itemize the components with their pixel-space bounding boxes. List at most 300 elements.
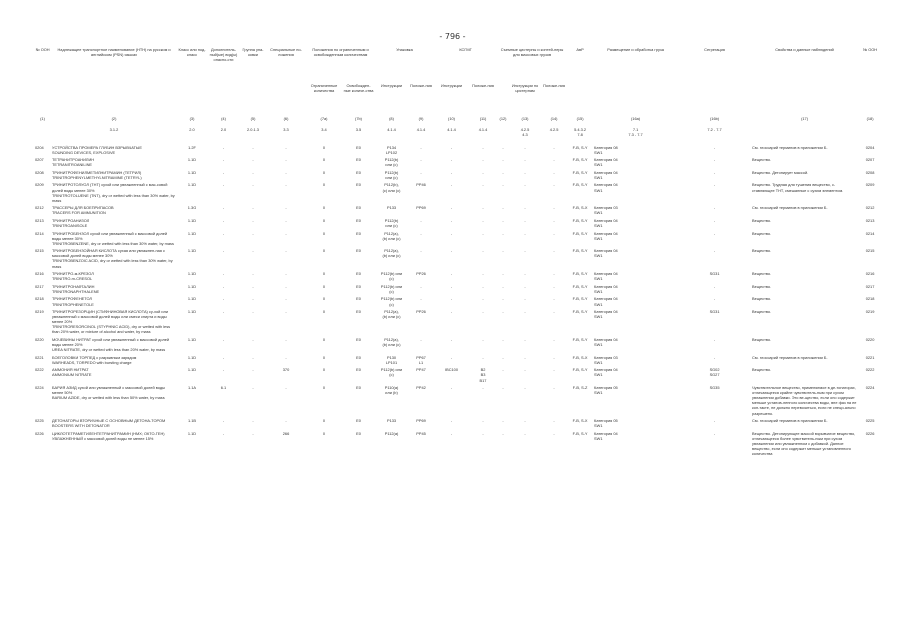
cell-special-provisions: -: [285, 144, 287, 150]
cell-excepted-qty: E0: [356, 354, 361, 360]
cell-segregation: -: [713, 157, 716, 163]
cell-additional-hazard: -: [222, 337, 225, 342]
column-number: (10): [448, 116, 455, 121]
header-special-provisions: Специальные по-ложения: [270, 47, 302, 58]
header-col-12: [497, 82, 509, 112]
cell-ibc-instructions: -: [450, 296, 453, 302]
header-packaging: Упаковка: [396, 47, 413, 52]
cell-excepted-qty: E0: [356, 418, 361, 424]
cell-limited-qty: 0: [322, 169, 326, 175]
cell-name: ТРИНИТРОТОЛУОЛ (ТНТ) сухой или увлажненный с мас-совой долей воды менее 30% TRINITROTOLUENE (TNT), dry or wetted with less than 30% water, by mass: [52, 182, 175, 203]
header-packaging-instructions: Инструкции: [381, 83, 403, 88]
cell-properties: Вещество.: [752, 217, 772, 223]
cell-un-number: 0215: [35, 248, 44, 254]
cell-tank-provisions: -: [553, 205, 555, 211]
cell-un-number-right: 0215: [865, 248, 875, 254]
cell-stowage: Категория 04 SW1: [594, 248, 618, 259]
cell-col-12: -: [502, 230, 504, 236]
header-class: Класс или под-класс: [178, 47, 206, 58]
cell-col-12: -: [502, 296, 504, 302]
cell-stowage: Категория 03 SW1: [594, 205, 618, 216]
cell-packing-group: -: [252, 385, 254, 391]
cell-col-12: -: [502, 309, 504, 315]
cell-properties: Вещество.: [752, 296, 772, 302]
table-row: [34, 168, 882, 181]
header-ibc-instructions: Инструкции: [441, 83, 463, 88]
header-limited-qty: Ограниченные количества: [310, 83, 338, 94]
cell-packing-group: -: [252, 169, 254, 175]
cell-tank-instructions: -: [524, 157, 526, 163]
cell-limited-qty: 0: [322, 217, 326, 223]
section-ref: 2.0.1.3: [247, 127, 259, 132]
cell-ibc-instructions: -: [450, 205, 453, 211]
cell-ems: F-B, S-Y: [572, 283, 588, 289]
cell-excepted-qty: E0: [356, 309, 361, 315]
section-ref: 7.2 - 7.7: [707, 127, 722, 132]
cell-excepted-qty: E0: [356, 144, 361, 150]
cell-un-number-right: 0207: [865, 157, 875, 163]
cell-un-number: 0225: [35, 418, 44, 424]
cell-ems: F-B, S-X: [572, 354, 588, 360]
cell-un-number-right: 0209: [865, 182, 875, 188]
table-row: [34, 384, 882, 417]
header-ibc: КСГМГ: [459, 47, 472, 52]
cell-stowage: Категория 04 SW1: [594, 271, 618, 282]
cell-tank-provisions: -: [553, 144, 555, 150]
cell-additional-hazard: -: [222, 367, 225, 373]
cell-ems: F-B, S-Y: [572, 367, 588, 373]
cell-tank-provisions: -: [553, 354, 555, 360]
cell-limited-qty: 0: [322, 337, 326, 342]
section-ref: [34, 126, 51, 143]
cell-additional-hazard: -: [222, 430, 225, 436]
cell-limited-qty: 0: [322, 367, 326, 373]
cell-ibc-provisions: -: [482, 144, 484, 150]
cell-tank-provisions: -: [553, 385, 555, 391]
cell-ibc-provisions: -: [482, 296, 484, 302]
cell-tank-instructions: -: [524, 385, 526, 391]
cell-special-provisions: 370: [282, 367, 290, 373]
header-ibc-provisions: Положе-ния: [472, 83, 494, 88]
cell-properties: Вещество. Детонирует массой.: [752, 169, 809, 175]
cell-packing-group: -: [252, 230, 254, 236]
cell-tank-provisions: -: [553, 296, 555, 302]
cell-additional-hazard: -: [222, 283, 225, 289]
cell-packaging-instructions: P112(b) или (c): [384, 157, 399, 168]
cell-packing-group: -: [252, 309, 254, 315]
cell-packaging-instructions: P112(a), (b) или (c): [382, 248, 401, 259]
cell-packaging-provisions: PP47: [416, 367, 426, 373]
cell-ibc-instructions: -: [450, 283, 453, 289]
cell-ibc-instructions: -: [450, 169, 453, 175]
table-row: [34, 156, 882, 169]
cell-packaging-instructions: P134 LP102: [385, 144, 398, 155]
cell-stowage: Категория 04 SW1: [594, 309, 618, 320]
section-ref: 4.1.4: [416, 127, 426, 132]
cell-segregation: -: [713, 248, 716, 254]
cell-segregation: -: [713, 430, 716, 436]
column-number: (14): [550, 116, 558, 121]
cell-ibc-instructions: -: [450, 354, 453, 360]
cell-tank-provisions: -: [553, 230, 555, 236]
cell-excepted-qty: E0: [356, 385, 361, 391]
cell-stowage: Категория 05 SW1: [594, 418, 618, 429]
cell-limited-qty: 0: [322, 385, 326, 391]
table-row: [34, 282, 882, 295]
cell-properties: Вещество.: [752, 157, 772, 163]
cell-packaging-instructions: P112(b), (c) или (c): [382, 182, 401, 193]
cell-un-number: 0209: [35, 182, 44, 188]
cell-un-number: 0204: [35, 144, 44, 150]
column-number: (15): [576, 116, 584, 121]
header-ems: АвР: [576, 47, 584, 52]
cell-col-12: -: [502, 354, 504, 360]
cell-excepted-qty: E0: [356, 230, 361, 236]
column-number: (12): [499, 116, 507, 121]
cell-packaging-instructions: P112(a), (b) или (c): [382, 337, 401, 348]
cell-class: 1.1D: [187, 182, 197, 188]
cell-packaging-instructions: P112(b) или (c): [380, 296, 403, 307]
cell-packaging-provisions: -: [420, 169, 422, 175]
cell-packaging-instructions: P133: [386, 205, 397, 211]
column-number: (7b): [355, 116, 362, 121]
cell-un-number: 0222: [35, 367, 44, 373]
cell-special-provisions: -: [285, 205, 287, 211]
cell-limited-qty: 0: [322, 230, 326, 236]
cell-ems: F-B, S-Y: [572, 182, 588, 188]
cell-un-number-right: 0212: [865, 205, 875, 211]
cell-un-number: 0207: [35, 157, 44, 163]
cell-limited-qty: 0: [322, 283, 326, 289]
cell-packaging-instructions: P130 LP101: [385, 354, 398, 365]
cell-special-provisions: -: [285, 217, 287, 223]
column-number: (7a): [320, 116, 328, 121]
cell-un-number-right: 0214: [865, 230, 875, 236]
cell-limited-qty: 0: [322, 182, 326, 188]
cell-ibc-provisions: -: [482, 230, 484, 236]
cell-ibc-provisions: -: [482, 430, 484, 436]
cell-packing-group: -: [252, 430, 254, 436]
cell-packaging-instructions: P112(a), (b) или (c): [382, 309, 401, 320]
cell-additional-hazard: -: [222, 296, 225, 302]
cell-un-number: 0217: [35, 283, 44, 289]
cell-tank-instructions: -: [524, 296, 526, 302]
table-row: [34, 204, 882, 217]
cell-col-12: -: [502, 367, 504, 373]
cell-segregation: -: [713, 337, 716, 342]
cell-additional-hazard: -: [222, 354, 225, 360]
cell-segregation: -: [713, 144, 716, 150]
cell-properties: Чувствительное вещество, применяемое в де-тонаторах, отличающееся крайне чувствитель-ным при сухом увлажнении добавки. Это ве-щество, если оно содержит меньше установ-ленного количества воды, вне фаз на ее кон-такте, не должно перевозиться, если не специ-ально разрешено.: [752, 385, 857, 416]
column-number-row: [34, 112, 882, 126]
cell-special-provisions: -: [285, 169, 287, 175]
section-ref: 5.4.3.2 7.8: [574, 127, 586, 138]
cell-stowage: Категория 04 SW1: [594, 217, 618, 229]
cell-excepted-qty: E0: [356, 337, 361, 342]
cell-tank-instructions: -: [524, 205, 526, 211]
cell-name: ТРИНИТРО-м-КРЕЗОЛ TRINITRO-m-CRESOL: [52, 271, 94, 282]
cell-limited-qty: 0: [322, 418, 326, 424]
cell-additional-hazard: -: [222, 309, 225, 315]
cell-packing-group: -: [252, 157, 254, 163]
table-row: [34, 143, 882, 156]
cell-class: 1.1D: [187, 271, 197, 277]
cell-name: ТРИНИТРОБЕНЗОЛ сухой или увлажненный с массовой долей воды менее 30% TRINITROBENZENE, dry or wetted with less than 30% water, by mass: [52, 230, 174, 246]
cell-segregation: SG35: [709, 385, 720, 391]
cell-packaging-instructions: P112(a): [384, 430, 399, 436]
cell-excepted-qty: E0: [356, 217, 361, 223]
cell-tank-provisions: -: [553, 182, 555, 188]
section-ref: 4.1.4: [478, 127, 488, 132]
column-number: (9): [418, 116, 424, 121]
column-number: (13): [521, 116, 529, 121]
cell-ibc-instructions: IBC100: [445, 367, 458, 373]
cell-tank-provisions: -: [553, 337, 555, 342]
cell-name: ДЕТОНАТОРЫ ВТОРИЧНЫЕ С ОСНОВНЫМ ДЕТОНА-ТОРОМ BOOSTERS WITH DETONATOR: [52, 418, 166, 429]
cell-additional-hazard: -: [222, 157, 225, 163]
header-limited-excepted: Положения по ограниченным и освобожденным количествам: [312, 47, 369, 58]
cell-ems: F-B, S-Y: [572, 337, 588, 342]
cell-additional-hazard: -: [222, 271, 225, 277]
cell-ems: F-B, S-X: [572, 205, 588, 211]
cell-packaging-provisions: -: [420, 296, 422, 302]
cell-ems: F-B, S-Y: [572, 309, 588, 315]
cell-ems: F-B, S-Y: [572, 296, 588, 302]
cell-name: ТРИНИТРОНАФТАЛИН TRINITRONAPHTHALENE: [52, 283, 100, 294]
cell-special-provisions: -: [285, 230, 287, 236]
cell-properties: Вещество. Трудная для тушения вещество, с-ставляющее ТНТ, смешанные с сухим элементом.: [752, 182, 844, 193]
cell-tank-instructions: -: [524, 169, 526, 175]
cell-additional-hazard: -: [222, 182, 225, 188]
section-ref: [751, 126, 858, 143]
cell-properties: Вещество.: [752, 283, 772, 289]
header-no-oon-right: № ООН: [862, 47, 878, 52]
cell-stowage: Категория 04 SW1: [594, 337, 618, 348]
cell-ibc-instructions: -: [450, 271, 453, 277]
cell-ibc-provisions: -: [482, 157, 484, 163]
column-number: (17): [801, 116, 808, 121]
cell-class: 1.1D: [187, 430, 197, 436]
cell-col-12: -: [502, 217, 504, 223]
cell-packaging-instructions: P112(b) или (c): [380, 271, 403, 282]
cell-un-number: 0212: [35, 205, 44, 211]
header-name: Надлежащее транспортное наименование (НТН) на русском и английском (PSN) языках: [57, 47, 171, 58]
cell-un-number: 0218: [35, 296, 44, 302]
cell-un-number: 0224: [35, 385, 44, 391]
cell-additional-hazard: 6.1: [220, 385, 227, 391]
cell-ems: F-B, S-X: [572, 418, 588, 424]
cell-tank-provisions: -: [553, 248, 555, 254]
cell-ibc-instructions: -: [450, 217, 453, 223]
cell-ibc-instructions: -: [450, 230, 453, 236]
cell-un-number-right: 0216: [865, 271, 875, 277]
cell-properties: Вещество. Детонирующее массой взрывчатое вещество, отличающееся более чувствитель-ным при сухом увлажнении или увлажненном с добавкой. Данное вещество, если оно содержит меньше установленного количества: [752, 430, 856, 457]
cell-limited-qty: 0: [322, 205, 326, 211]
cell-name: ТРИНИТРОРЕЗОРЦИН (СТИФНИНОВАЯ КИСЛОТА) су-хой или увлажненный с массовой долей воды или смеси спирта и воды менее 20% TRINITRORESORCINOL (STYPHNIC ACID), dry or wetted with less than 20% water, or mixture of alcohol and water, by mass: [52, 309, 171, 335]
cell-packing-group: -: [252, 144, 254, 150]
cell-class: 1.1D: [187, 283, 197, 289]
cell-packaging-provisions: PP69: [416, 418, 426, 424]
cell-col-12: -: [502, 169, 504, 175]
header-segregation: Сегрегация: [704, 47, 725, 52]
cell-properties: См. глоссарий терминов в приложении Б.: [752, 418, 828, 424]
cell-un-number-right: 0226: [865, 430, 875, 436]
cell-packaging-provisions: PP67 L1: [416, 354, 426, 365]
table-row: [34, 336, 882, 354]
cell-excepted-qty: E0: [356, 367, 361, 373]
cell-special-provisions: -: [285, 337, 287, 342]
cell-additional-hazard: -: [222, 418, 225, 424]
cell-ibc-instructions: -: [450, 144, 453, 150]
column-number: (16b): [710, 116, 720, 121]
section-ref-row: [34, 126, 882, 143]
cell-ems: F-B, S-Y: [572, 230, 588, 236]
cell-ibc-provisions: -: [482, 354, 484, 360]
section-ref: 2.0: [189, 127, 195, 132]
cell-packaging-provisions: PP46: [416, 182, 426, 188]
cell-properties: См. глоссарий терминов в приложении Б.: [752, 354, 828, 360]
header-packaging-provisions: Положе-ния: [410, 83, 432, 88]
cell-class: 1.1D: [187, 248, 197, 254]
cell-special-provisions: -: [285, 157, 287, 163]
cell-col-12: -: [502, 385, 504, 391]
cell-tank-provisions: -: [553, 418, 555, 424]
cell-un-number: 0221: [35, 354, 44, 360]
cell-class: 1.1D: [187, 217, 197, 223]
cell-col-12: -: [502, 271, 504, 277]
section-ref: 4.2.5 4.3: [520, 127, 530, 138]
cell-tank-provisions: -: [553, 367, 555, 373]
cell-un-number-right: 0213: [865, 217, 875, 223]
cell-class: 1.1D: [187, 296, 197, 302]
cell-stowage: Категория 03 SW1: [594, 354, 618, 365]
table-body: [34, 143, 882, 457]
cell-special-provisions: -: [285, 296, 287, 302]
cell-limited-qty: 0: [322, 354, 326, 360]
cell-packaging-provisions: -: [420, 144, 422, 150]
cell-packaging-provisions: PP42: [416, 385, 426, 391]
cell-packaging-instructions: P112(a), (b) или (c): [382, 230, 401, 241]
cell-name: ЦИКЛОТЕТРАМЕТИЛЕНТЕТРАНИТРАМИН (НМХ; ОКТО-ГЕН) УВЛАЖНЕННЫЙ с массовой долей воды не менее 15%: [52, 430, 165, 441]
cell-special-provisions: -: [285, 283, 287, 289]
header-tanks: Съемные цистерны и контей-неры для массовых грузов: [500, 47, 564, 58]
cell-un-number-right: 0204: [865, 144, 875, 150]
cell-stowage: Категория 05 SW1: [594, 385, 618, 396]
cell-name: ТРИНИТРОФЕНЕТОЛ TRINITROPHENETOLE: [52, 296, 94, 307]
column-number: (6): [283, 116, 289, 121]
cell-un-number: 0216: [35, 271, 44, 277]
cell-packaging-instructions: P112(b) или (c): [380, 367, 403, 378]
cell-ibc-instructions: -: [450, 430, 453, 436]
cell-packing-group: -: [252, 271, 254, 277]
cell-ibc-instructions: -: [450, 385, 453, 391]
cell-class: 1.2F: [188, 144, 196, 150]
cell-col-12: -: [502, 144, 504, 150]
cell-packaging-provisions: PP45: [416, 430, 426, 436]
section-ref: 7.1 7.3 - 7.7: [628, 127, 643, 138]
cell-packaging-instructions: P112(b) или (c): [380, 283, 403, 294]
cell-un-number-right: 0219: [865, 309, 875, 315]
cell-excepted-qty: E0: [356, 248, 361, 254]
cell-tank-instructions: -: [524, 144, 526, 150]
table-row: [34, 295, 882, 308]
cell-class: 1.1D: [187, 367, 197, 373]
section-ref: 3.1.2: [109, 127, 119, 132]
page-number: - 796 -: [439, 32, 466, 41]
cell-name: ТЕТРАНИТРОАНИЛИН TETRANITROANILINE: [52, 157, 95, 168]
cell-ibc-provisions: -: [482, 169, 484, 175]
cell-ibc-instructions: -: [450, 248, 453, 254]
cell-un-number: 0214: [35, 230, 44, 236]
cell-special-provisions: -: [285, 248, 287, 254]
cell-ibc-provisions: -: [482, 205, 484, 211]
cell-packaging-provisions: PP26: [416, 309, 426, 315]
section-ref: 3.5: [355, 127, 362, 132]
cell-properties: Вещество.: [752, 337, 772, 342]
cell-properties: Вещество.: [752, 230, 772, 236]
cell-stowage: Категория 04 SW1: [594, 230, 618, 241]
cell-excepted-qty: E0: [356, 296, 361, 302]
cell-additional-hazard: -: [222, 169, 225, 175]
cell-ibc-provisions: -: [482, 248, 484, 254]
cell-un-number-right: 0221: [865, 354, 875, 360]
cell-name: АММОНИЯ НИТРАТ AMMONIUM NITRATE: [52, 367, 92, 378]
cell-packaging-provisions: -: [420, 230, 422, 236]
cell-excepted-qty: E0: [356, 430, 361, 436]
cell-stowage: Категория 04 SW1: [594, 296, 618, 307]
cell-class: 1.1D: [187, 354, 197, 360]
cell-stowage: Категория 08 SW1: [594, 144, 618, 155]
cell-additional-hazard: -: [222, 144, 225, 150]
section-ref: [497, 126, 509, 143]
cell-special-provisions: -: [285, 271, 287, 277]
table-row: [34, 429, 882, 457]
cell-special-provisions: -: [285, 182, 287, 188]
cell-packaging-provisions: -: [420, 157, 422, 163]
cell-limited-qty: 0: [322, 144, 326, 150]
cell-stowage: Категория 04 SW1: [594, 169, 618, 180]
cell-excepted-qty: E0: [356, 182, 361, 188]
cell-packaging-provisions: -: [420, 337, 422, 342]
cell-un-number-right: 0208: [865, 169, 875, 175]
cell-tank-provisions: -: [553, 309, 555, 315]
section-ref: [858, 126, 882, 143]
cell-tank-provisions: -: [553, 217, 555, 223]
cell-packaging-provisions: PP26: [416, 271, 426, 277]
cell-limited-qty: 0: [322, 157, 326, 163]
cell-col-12: -: [502, 182, 504, 188]
table-row: [34, 308, 882, 336]
cell-ibc-instructions: -: [450, 182, 453, 188]
cell-tank-provisions: -: [553, 271, 555, 277]
cell-limited-qty: 0: [322, 309, 326, 315]
cell-special-provisions: -: [285, 385, 287, 391]
column-number: (16a): [631, 116, 641, 121]
cell-properties: См. глоссарий терминов в приложении Б.: [752, 144, 828, 150]
cell-excepted-qty: E0: [356, 271, 361, 277]
cell-ibc-provisions: -: [482, 217, 484, 223]
cell-un-number-right: 0224: [865, 385, 875, 391]
cell-segregation: -: [713, 283, 716, 289]
header-tank-provisions: Положе-ния: [543, 83, 565, 88]
cell-limited-qty: 0: [322, 248, 326, 254]
cell-ems: F-B, S-Y: [572, 169, 588, 175]
section-ref: 4.2.5: [549, 127, 559, 132]
cell-name: ТРИНИТРОАНИЗОЛ TRINITROANISOLE: [52, 217, 90, 229]
section-ref: 4.1.4: [447, 127, 456, 132]
cell-name: ТРИНИТРОФЕНИЛМЕТИЛНИТРАМИН (ТЕТРИЛ) TRINITROPHENYLMETHYLNITRAMINE (TETRYL): [52, 169, 142, 180]
cell-ibc-instructions: -: [450, 157, 453, 163]
